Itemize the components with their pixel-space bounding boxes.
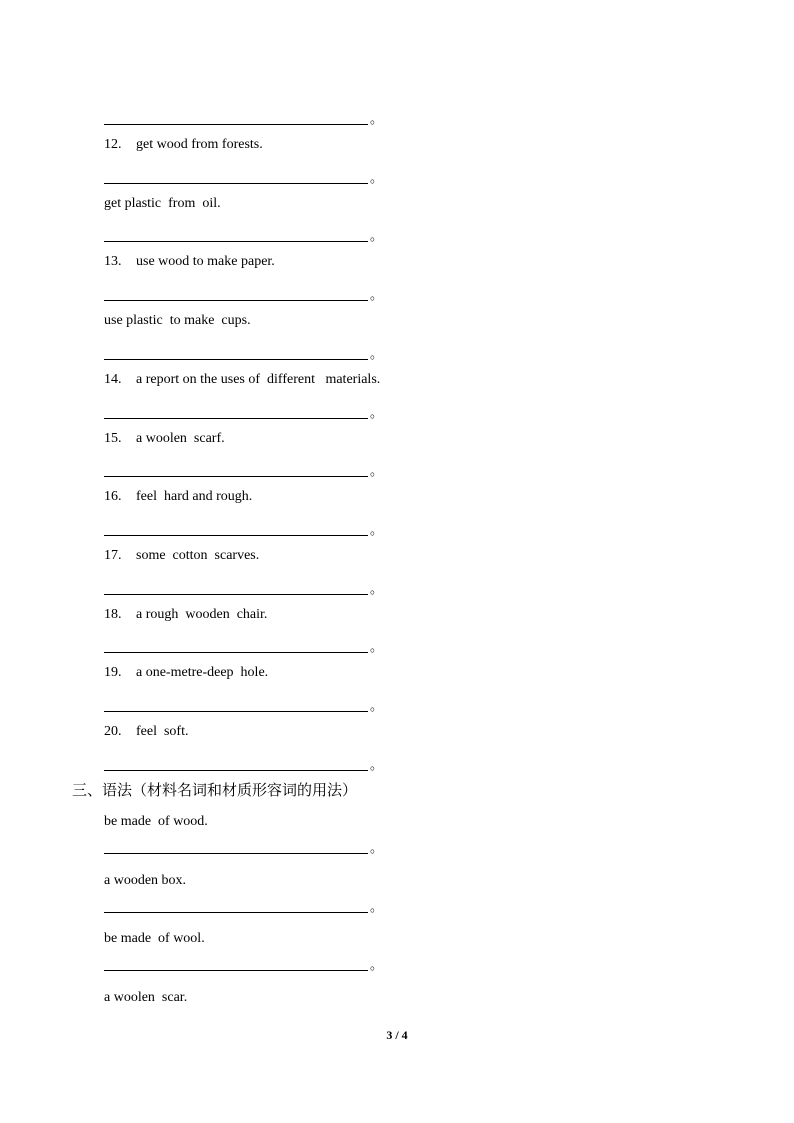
exercise-item-alt [104, 196, 221, 212]
answer-blank[interactable] [104, 898, 384, 914]
exercise-number: 16. [104, 489, 122, 504]
exercise-phrase: feel soft. [136, 724, 189, 739]
answer-full-stop: 。 [370, 346, 384, 361]
exercise-phrase: get plastic from oil. [104, 196, 221, 211]
answer-full-stop: 。 [370, 463, 384, 478]
exercise-number: 12. [104, 137, 122, 152]
exercise-phrase: be made of wood. [104, 814, 208, 829]
exercise-item [104, 607, 267, 623]
answer-full-stop: 。 [370, 840, 384, 855]
exercise-phrase: use wood to make paper. [136, 254, 275, 269]
answer-full-stop: 。 [370, 405, 384, 420]
exercise-number: 15. [104, 431, 122, 446]
exercise-phrase: get wood from forests. [136, 137, 263, 152]
grammar-example [104, 814, 208, 830]
answer-blank[interactable] [104, 169, 384, 185]
answer-full-stop: 。 [370, 639, 384, 654]
answer-blank[interactable] [104, 462, 384, 478]
answer-full-stop: 。 [370, 522, 384, 537]
grammar-example [104, 990, 187, 1006]
exercise-phrase: use plastic to make cups. [104, 313, 251, 328]
answer-blank[interactable] [104, 756, 384, 772]
exercise-number: 19. [104, 665, 122, 680]
answer-blank[interactable] [104, 580, 384, 596]
exercise-item [104, 137, 263, 153]
exercise-item [104, 489, 252, 505]
exercise-phrase: a wooden box. [104, 873, 187, 888]
exercise-item [104, 254, 275, 270]
exercise-phrase: a rough wooden chair. [136, 607, 268, 622]
answer-blank[interactable] [104, 521, 384, 537]
answer-blank[interactable] [104, 110, 384, 126]
answer-blank[interactable] [104, 697, 384, 713]
grammar-example [104, 931, 205, 947]
answer-blank[interactable] [104, 638, 384, 654]
exercise-phrase: a woolen scar. [104, 990, 188, 1005]
exercise-number: 20. [104, 724, 122, 739]
exercise-phrase: a woolen scarf. [136, 431, 225, 446]
exercise-number: 17. [104, 548, 122, 563]
exercise-item [104, 431, 225, 447]
exercise-number: 18. [104, 607, 122, 622]
answer-blank[interactable] [104, 839, 384, 855]
exercise-item [104, 372, 380, 388]
exercise-phrase: a report on the uses of different materials. [136, 372, 381, 387]
answer-blank[interactable] [104, 286, 384, 302]
exercise-item-alt [104, 313, 251, 329]
exercise-phrase: a one-metre-deep hole. [136, 665, 269, 680]
exercise-item [104, 548, 259, 564]
exercise-item [104, 665, 268, 681]
answer-full-stop: 。 [370, 757, 384, 772]
exercise-number: 13. [104, 254, 122, 269]
exercise-item [104, 724, 188, 740]
answer-blank[interactable] [104, 227, 384, 243]
answer-full-stop: 。 [370, 581, 384, 596]
answer-blank[interactable] [104, 956, 384, 972]
exercise-phrase: some cotton scarves. [136, 548, 260, 563]
answer-full-stop: 。 [370, 111, 384, 126]
section-heading: 三、语法（材料名词和材质形容词的用法） [72, 781, 358, 799]
exercise-number: 14. [104, 372, 122, 387]
answer-full-stop: 。 [370, 228, 384, 243]
exercise-phrase: feel hard and rough. [136, 489, 253, 504]
page-number: 3 / 4 [386, 1028, 408, 1042]
answer-blank[interactable] [104, 404, 384, 420]
answer-full-stop: 。 [370, 170, 384, 185]
grammar-example [104, 873, 186, 889]
exercise-phrase: be made of wool. [104, 931, 205, 946]
answer-full-stop: 。 [370, 287, 384, 302]
answer-full-stop: 。 [370, 698, 384, 713]
answer-full-stop: 。 [370, 899, 384, 914]
answer-full-stop: 。 [370, 957, 384, 972]
answer-blank[interactable] [104, 345, 384, 361]
